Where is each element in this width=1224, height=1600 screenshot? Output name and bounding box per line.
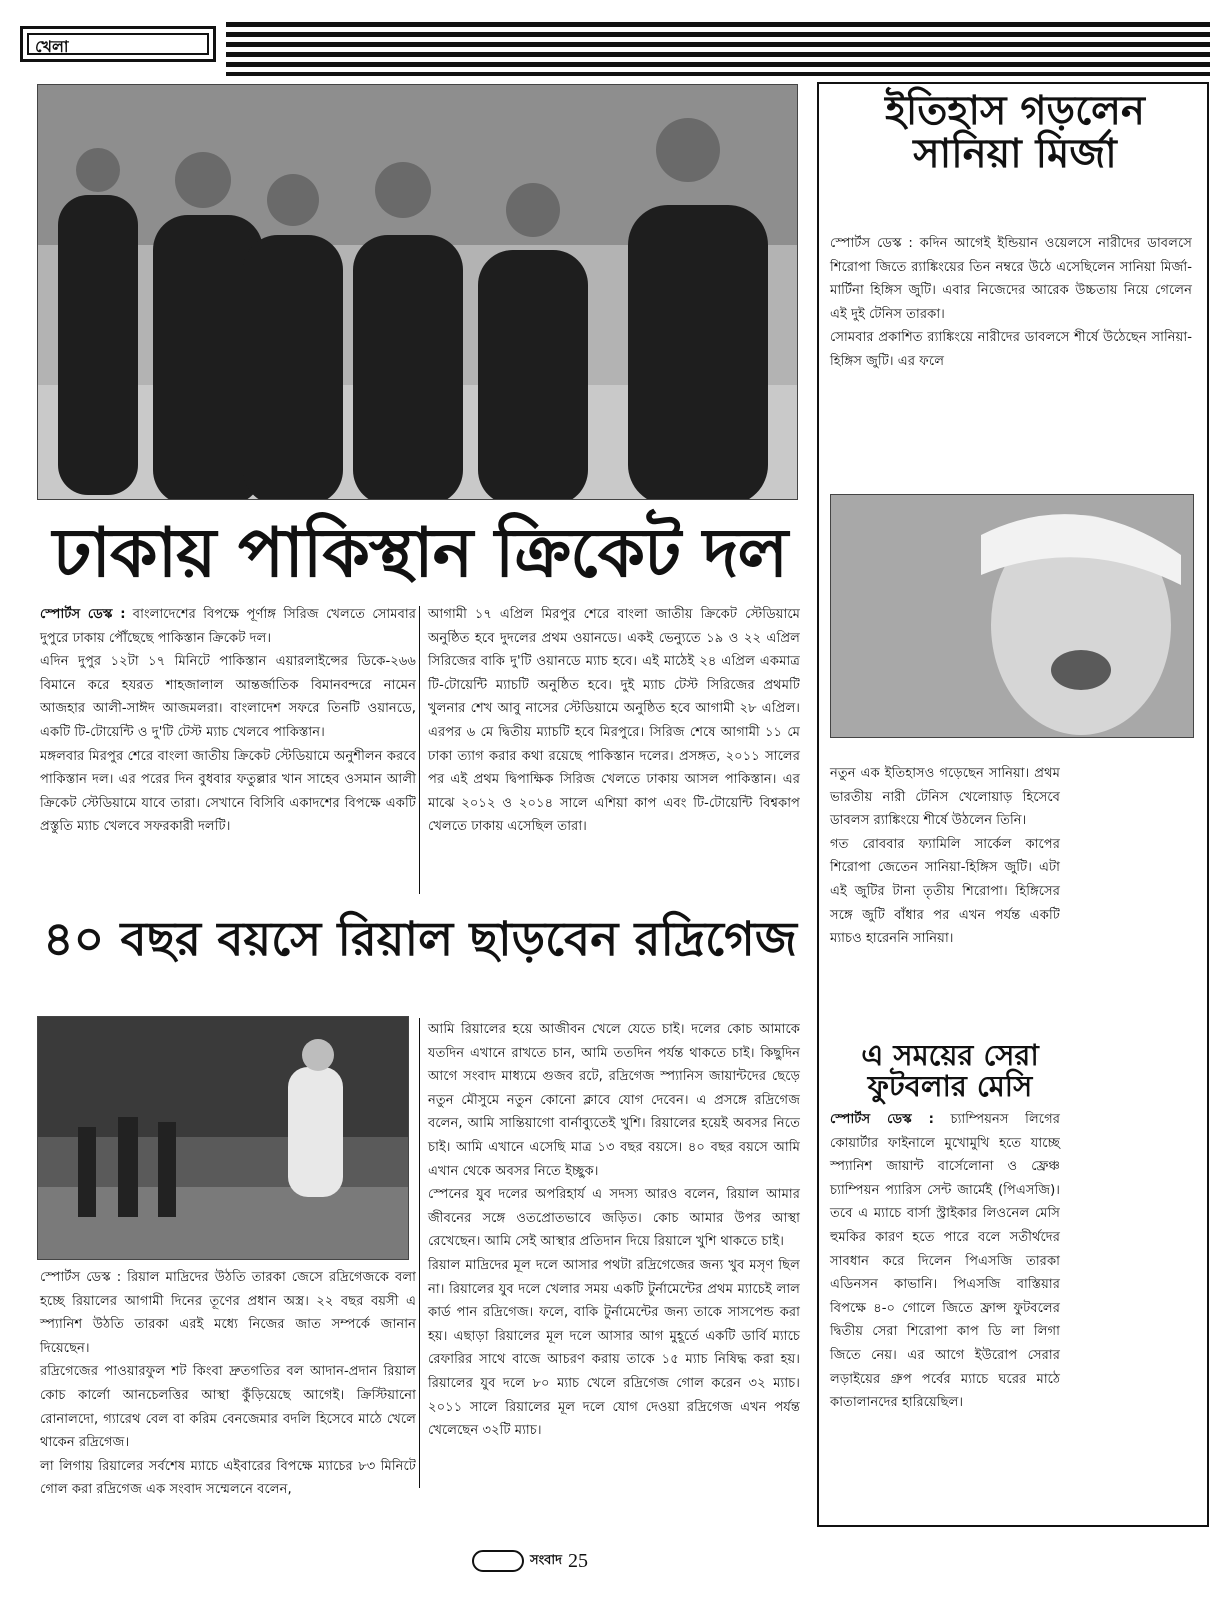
- second-story-paragraph: আমি রিয়ালের হয়ে আজীবন খেলে যেতে চাই। দলের কোচ আমাকে যতদিন এখানে রাখতে চান, আমি ততদিন পর্যন্ত থাকতে চাই। কিছুদিন আগে সংবাদ মাধ্যমে গুজব রটে, রদ্রিগেজ স্প্যানিস জায়ান্টদের ছেড়ে নতুন মৌসুমে নতুন কোনো ক্লাবে যোগ দেবেন। এ প্রসঙ্গে রদ্রিগেজ বলেন, আমি সান্তিয়াগো বার্নাব্যুতেই খুশি। রিয়ালের হয়েই অবসর নিতে চাই। আমি এখানে এসেছি মাত্র ১৩ বছর বয়সে। ৪০ বছর বয়সে আমি এখান থেকে অবসর নিতে ইচ্ছুক।: [428, 1022, 800, 1179]
- messi-paragraph: [830, 1108, 1060, 1415]
- second-story-paragraph: স্পোর্টস ডেস্ক : রিয়াল মাদ্রিদের উঠতি তারকা জেসে রদ্রিগেজকে বলা হচ্ছে রিয়ালের আগামী দিনের তূণের প্রধান অস্ত্র। ২২ বছর বয়সী এ স্প্যানিশ উঠতি তারকা এরই মধ্যে নিজের জাত সম্পর্কে জানান দিয়েছেন।: [40, 1270, 416, 1356]
- cricket-team-photo-art: [38, 85, 798, 500]
- second-headline: ৪০ বছর বয়সে রিয়াল ছাড়বেন রদ্রিগেজ: [43, 912, 797, 967]
- page-number: 25: [568, 1549, 589, 1572]
- sania-headline: ইতিহাস গড়লেন সানিয়া মির্জা: [885, 88, 1145, 178]
- publication-name: সংবাদ: [529, 1552, 563, 1568]
- column-divider: [419, 606, 420, 894]
- section-label: খেলা: [27, 33, 209, 55]
- main-story-lead-label: স্পোর্টস ডেস্ক :: [40, 607, 126, 622]
- sania-paragraph: স্পোর্টস ডেস্ক : কদিন আগেই ইন্ডিয়ান ওয়েলসে নারীদের ডাবলসে শিরোপা জিতে র‍্যাঙ্কিংয়ের তিন নম্বরে উঠে এসেছিলেন সানিয়া মির্জা-মার্টিনা হিঙ্গিস জুটি। এবার নিজেদের আরেক উচ্চতায় নিয়ে গেলেন এই দুই টেনিস তারকা।: [830, 236, 1192, 322]
- column-divider: [419, 1018, 420, 1488]
- footer: [440, 1546, 620, 1576]
- football-photo: [37, 1016, 409, 1260]
- second-story-paragraph: রিয়াল মাদ্রিদের মূল দলে আসার পথটা রদ্রিগেজের জন্য খুব মসৃণ ছিল না। রিয়ালের যুব দলে খেলার সময় একটি টুর্নামেন্টের প্রথম ম্যাচেই লাল কার্ড পান রদ্রিগেজ। ফলে, বাকি টুর্নামেন্টের জন্য তাকে সাসপেন্ড করা হয়। এছাড়া রিয়ালের মূল দলে আসার আগ মুহূর্তে একটি ডার্বি ম্যাচে রেফারির সাথে বাজে আচরণ করায় তাকে ১৫ ম্যাচ নিষিদ্ধ করা হয়। রিয়ালের যুব দলে ৮০ ম্যাচ খেলে রদ্রিগেজ গোল করেন ৩২ ম্যাচ। ২০১১ সালে রিয়ালের মূল দলে যোগ দেওয়া রদ্রিগেজ এখন পর্যন্ত খেলেছেন ৩২টি ম্যাচ।: [428, 1257, 800, 1439]
- sania-story-bottom: [830, 762, 1060, 951]
- sania-photo-art: [831, 495, 1194, 738]
- main-story-paragraph: বাংলাদেশের বিপক্ষে পূর্ণাঙ্গ সিরিজ খেলতে সোমবার দুপুরে ঢাকায় পৌঁছেছে পাকিস্তান ক্রিকেট দল।: [40, 607, 416, 646]
- publication-logo-icon: [472, 1550, 524, 1572]
- sania-paragraph: গত রোববার ফ্যামিলি সার্কেল কাপের শিরোপা জেতেন সানিয়া-হিঙ্গিস জুটি। এটা এই জুটির টানা তৃতীয় শিরোপা। হিঙ্গিসের সঙ্গে জুটি বাঁধার পর এখন পর্যন্ত একটি ম্যাচও হারেননি সানিয়া।: [830, 836, 1060, 947]
- messi-paragraph-text: চ্যাম্পিয়নস লিগের কোয়ার্টার ফাইনালে মুখোমুখি হতে যাচ্ছে স্প্যানিশ জায়ান্ট বার্সেলোনা ও ফ্রেঞ্চ চ্যাম্পিয়ন প্যারিস সেন্ট জার্মেই (পিএসজি)। তবে এ ম্যাচে বার্সা স্ট্রাইকার লিওনেল মেসি হুমকির কারণ হতে পারে বলে সতীর্থদের সাবধান করে দিলেন পিএসজি তারকা এডিনসন কাভানি। পিএসজি বাস্তিয়ার বিপক্ষে ৪-০ গোলে জিতে ফ্রান্স ফুটবলের দ্বিতীয় সেরা শিরোপা কাপ ডি লা লিগা জিতে নেয়। এর আগে ইউরোপ সেরার লড়াইয়ের গ্রুপ পর্বের ম্যাচে ঘরের মাঠে কাতালানদের হারিয়েছিল।: [830, 1112, 1060, 1411]
- sania-story-top: [830, 232, 1192, 374]
- messi-headline: এ সময়ের সেরা ফুটবলার মেসি: [861, 1038, 1039, 1104]
- sania-photo: [830, 494, 1194, 738]
- football-photo-art: [38, 1017, 409, 1260]
- second-story-paragraph: লা লিগায় রিয়ালের সর্বশেষ ম্যাচে এইবারের বিপক্ষে ম্যাচের ৮৩ মিনিটে গোল করা রদ্রিগেজ এক সংবাদ সম্মেলনে বলেন,: [40, 1458, 416, 1498]
- sania-paragraph: নতুন এক ইতিহাসও গড়েছেন সানিয়া। প্রথম ভারতীয় নারী টেনিস খেলোয়াড় হিসেবে ডাবলস র‍্যাঙ্কিংয়ে শীর্ষে উঠলেন তিনি।: [830, 766, 1060, 829]
- main-story-column-2: [428, 603, 800, 839]
- main-story-column-1: [40, 603, 416, 839]
- main-story-paragraph: এদিন দুপুর ১২টা ১৭ মিনিটে পাকিস্তান এয়ারলাইন্সের ডিকে-২৬৬ বিমানে করে হযরত শাহজালাল আন্তর্জাতিক বিমানবন্দরে নামেন আজহার আলী-সাঈদ আজমলরা। বাংলাদেশ সফরে তিনটি ওয়ানডে, একটি টি-টোয়েন্টি ও দু'টি টেস্ট ম্যাচ খেলবে পাকিস্তান।: [40, 654, 416, 740]
- main-story-paragraph: আগামী ১৭ এপ্রিল মিরপুর শেরে বাংলা জাতীয় ক্রিকেট স্টেডিয়ামে অনুষ্ঠিত হবে দুদলের প্রথম ওয়ানডে। একই ভেন্যুতে ১৯ ও ২২ এপ্রিল সিরিজের বাকি দু'টি ওয়ানডে ম্যাচ হবে। এই মাঠেই ২৪ এপ্রিল একমাত্র টি-টোয়েন্টি ম্যাচটি অনুষ্ঠিত হবে। দুই ম্যাচ টেস্ট সিরিজের প্রথমটি খুলনার শেখ আবু নাসের স্টেডিয়ামে অনুষ্ঠিত হবে আগামী ২৮ এপ্রিল। এরপর ৬ মে দ্বিতীয় ম্যাচটি হবে মিরপুরে। সিরিজ শেষে আগামী ১১ মে ঢাকা ত্যাগ করার কথা রয়েছে পাকিস্তান দলের। প্রসঙ্গত, ২০১১ সালের পর এই প্রথম দ্বিপাক্ষিক সিরিজ খেলতে ঢাকায় আসল পাকিস্তান। এর মাঝে ২০১২ ও ২০১৪ সালে এশিয়া কাপ এবং টি-টোয়েন্টি বিশ্বকাপ খেলতে ঢাকায় এসেছিল তারা।: [428, 607, 800, 835]
- main-headline: ঢাকায় পাকিস্থান ক্রিকেট দল: [52, 514, 788, 593]
- second-story-paragraph: স্পেনের যুব দলের অপরিহার্য এ সদস্য আরও বলেন, রিয়াল আমার জীবনের সঙ্গে ওতপ্রোতভাবে জড়িত। কোচ আমার উপর আস্থা রেখেছেন। আমি সেই আস্থার প্রতিদান দিয়ে রিয়ালে খুশি থাকতে চাই।: [428, 1187, 800, 1250]
- second-story-column-1: [40, 1266, 416, 1502]
- main-story-paragraph: মঙ্গলবার মিরপুর শেরে বাংলা জাতীয় ক্রিকেট স্টেডিয়ামে অনুশীলন করবে পাকিস্তান দল। এর পরের দিন বুধবার ফতুল্লার খান সাহেব ওসমান আলী ক্রিকেট স্টেডিয়ামে যাবে তারা। সেখানে বিসিবি একাদশের বিপক্ষে একটি প্রস্তুতি ম্যাচ খেলবে সফরকারী দলটি।: [40, 748, 416, 835]
- second-story-paragraph: রদ্রিগেজের পাওয়ারফুল শট কিংবা দ্রুতগতির বল আদান-প্রদান রিয়াল কোচ কার্লো আনচেলত্তির আস্থা কুঁড়িয়েছে আগেই। ক্রিস্টিয়ানো রোনালদো, গ্যারেথ বেল বা করিম বেনজেমার বদলি হিসেবে মাঠে খেলে থাকেন রদ্রিগেজ।: [40, 1364, 416, 1451]
- main-story-lead-paragraph: [40, 603, 416, 650]
- messi-lead-label: স্পোর্টস ডেস্ক :: [830, 1112, 934, 1127]
- cricket-team-photo: [37, 84, 798, 500]
- messi-story: [830, 1108, 1060, 1415]
- section-header-box: [20, 26, 216, 62]
- second-story-column-2: [428, 1018, 800, 1443]
- sania-paragraph: সোমবার প্রকাশিত র‍্যাঙ্কিংয়ে নারীদের ডাবলসে শীর্ষে উঠেছেন সানিয়া-হিঙ্গিস জুটি। এর ফলে: [830, 330, 1192, 369]
- header-stripes: [226, 22, 1210, 76]
